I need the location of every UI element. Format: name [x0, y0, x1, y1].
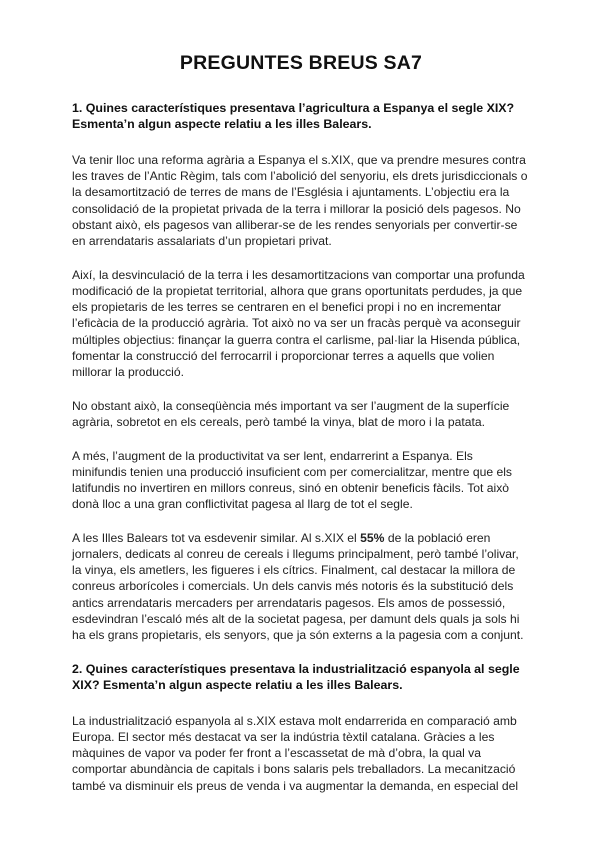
paragraph-text: de la població eren jornalers, dedicats al conreu de cereals i llegums principalment, però també l’olivar, la vinya, els ametlers, les figueres i els cítrics. Finalment, cal destacar la millora de conreus arborícoles i comercials. Un dels canvis més notoris és la substitució dels antics arrendataris mercaders per arrendataris pagesos. Els amos de possessió, esdevindran l’escaló més alt de la societat pagesa, per damunt dels quals ja sols hi ha els grans propietaris, els senyors, que ja són externs a la pagesia com a conjunt.: [72, 530, 524, 643]
question-heading: 1. Quines característiques presentava l’agricultura a Espanya el segle XIX? Esmenta’n algun aspecte relatiu a les illes Balears.: [72, 101, 515, 131]
answer-paragraph: No obstant això, la conseqüència més important va ser l’augment de la superfície agrària, sobretot en els cereals, però també la vinya, blat de moro i la patata.: [72, 398, 510, 429]
answer-paragraph: A més, l’augment de la productivitat va ser lent, endarrerint a Espanya. Els minifundis tenien una producció insuficient com per comercialitzar, mentre que els latifundis no invertiren en millors conreus, sinó en obtenir beneficis fàcils. Tot això donà lloc a una gran conflictivitat pagesa al llarg de tot el segle.: [72, 448, 512, 512]
question-section-2: [72, 661, 530, 794]
answer-paragraph: Així, la desvinculació de la terra i les desamortitzacions van comportar una profunda modificació de la propietat territorial, alhora que grans oportunitats perdudes, ja que els propietaris de les terres se centraren en el benefici propi i no en incrementar l’eficàcia de la producció agrària. Tot això no va ser un fracàs perquè va aconseguir múltiples objectius: finançar la guerra contra el carlisme, pal·liar la Hisenda pública, fomentar la construcció del ferrocarril i proporcionar terres a aquells que volien millorar la producció.: [72, 267, 525, 379]
answer-paragraph: Va tenir lloc una reforma agrària a Espanya el s.XIX, que va prendre mesures contra les traves de l’Antic Règim, tals com l’abolició del senyoriu, els drets jurisdiccionals o la desamortització de terres de mans de l’Església i ajuntaments. L’objectiu era la consolidació de la propietat privada de la terra i millorar la posició dels pagesos. No obstant això, els pagesos van alliberar-se de les rendes senyorials per convertir-se en arrendataris assalariats d’un propietari privat.: [72, 153, 528, 249]
bold-percentage: 55%: [360, 530, 385, 545]
question-section-1: [72, 100, 530, 643]
question-heading: 2. Quines característiques presentava la industrialització espanyola al segle XIX? Esmenta’n algun aspecte relatiu a les illes Balears.: [72, 661, 520, 692]
document-page: [72, 52, 530, 811]
paragraph-text: A les Illes Balears tot va esdevenir similar. Al s.XIX el: [72, 530, 361, 545]
document-title: PREGUNTES BREUS SA7: [179, 52, 423, 74]
answer-paragraph-balears: [72, 530, 530, 643]
answer-paragraph: La industrialització espanyola al s.XIX estava molt endarrerida en comparació amb Europa. El sector més destacat va ser la indústria tèxtil catalana. Gràcies a les màquines de vapor va poder fer front a l’escassetat de mà d’obra, la qual va comportar abundància de capitals i bons salaris pels treballadors. La mecanització també va disminuir els preus de venda i va augmentar la demanda, en especial del: [72, 713, 519, 793]
